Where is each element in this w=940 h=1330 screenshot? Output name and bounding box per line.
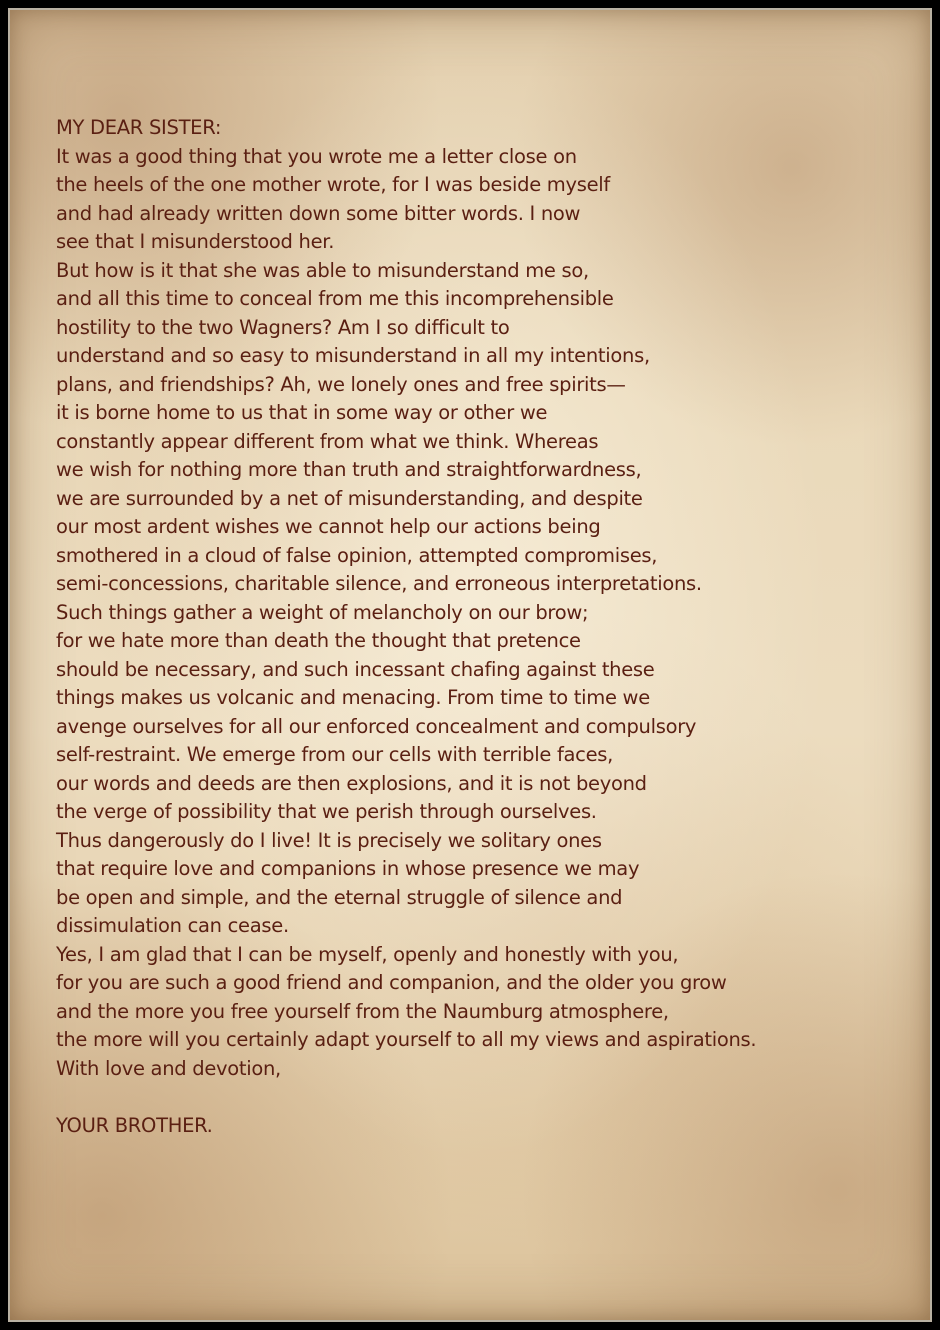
letter-line: should be necessary, and such incessant chafing against these — [56, 657, 655, 681]
letter-line: be open and simple, and the eternal struggle of silence and — [56, 885, 623, 909]
letter-salutation: MY DEAR SISTER: — [56, 116, 222, 139]
letter-line: Yes, I am glad that I can be myself, openly and honestly with you, — [56, 942, 679, 966]
letter-line: it is borne home to us that in some way or other we — [56, 401, 548, 424]
letter-line: plans, and friendships? Ah, we lonely ones and free spirits— — [56, 372, 626, 396]
letter-line: the verge of possibility that we perish through ourselves. — [56, 800, 597, 823]
letter-line: Such things gather a weight of melancholy on our brow; — [56, 600, 589, 624]
letter-line: hostility to the two Wagners? Am I so difficult to — [56, 315, 510, 339]
letter-line: that require love and companions in whose presence we may — [56, 857, 640, 880]
letter-line: we wish for nothing more than truth and straightforwardness, — [56, 458, 642, 481]
letter-body — [56, 114, 916, 1140]
letter-line: semi-concessions, charitable silence, and erroneous interpretations. — [56, 572, 702, 595]
letter-line: see that I misunderstood her. — [56, 230, 335, 253]
letter-line: It was a good thing that you wrote me a letter close on — [56, 144, 577, 168]
letter-line: constantly appear different from what we think. Whereas — [56, 429, 599, 453]
letter-line: things makes us volcanic and menacing. From time to time we — [56, 686, 650, 709]
letter-line: smothered in a cloud of false opinion, attempted compromises, — [56, 543, 658, 567]
blank-line — [56, 1083, 916, 1112]
letter-line: understand and so easy to misunderstand in all my intentions, — [56, 344, 650, 367]
letter-line: Thus dangerously do I live! It is precisely we solitary ones — [56, 828, 602, 852]
letter-line: avenge ourselves for all our enforced concealment and compulsory — [56, 714, 697, 738]
letter-line: and the more you free yourself from the Naumburg atmosphere, — [56, 999, 669, 1023]
parchment-paper — [8, 8, 932, 1322]
letter-line: for you are such a good friend and companion, and the older you grow — [56, 971, 727, 994]
letter-line: With love and devotion, — [56, 1056, 281, 1080]
letter-line: our most ardent wishes we cannot help our actions being — [56, 515, 601, 538]
letter-line: and all this time to conceal from me this incomprehensible — [56, 287, 614, 310]
letter-line: we are surrounded by a net of misunderstanding, and despite — [56, 486, 643, 510]
letter-line: the heels of the one mother wrote, for I was beside myself — [56, 173, 610, 196]
letter-signature: YOUR BROTHER. — [56, 1113, 213, 1137]
letter-line: But how is it that she was able to misunderstand me so, — [56, 258, 589, 282]
letter-text — [56, 143, 916, 1084]
letter-line: the more will you certainly adapt yourself to all my views and aspirations. — [56, 1028, 757, 1051]
letter-line: self-restraint. We emerge from our cells with terrible faces, — [56, 743, 614, 766]
letter-line: for we hate more than death the thought that pretence — [56, 629, 581, 652]
letter-line: dissimulation can cease. — [56, 914, 289, 937]
letter-line: and had already written down some bitter words. I now — [56, 201, 581, 225]
letter-line: our words and deeds are then explosions, and it is not beyond — [56, 771, 647, 795]
